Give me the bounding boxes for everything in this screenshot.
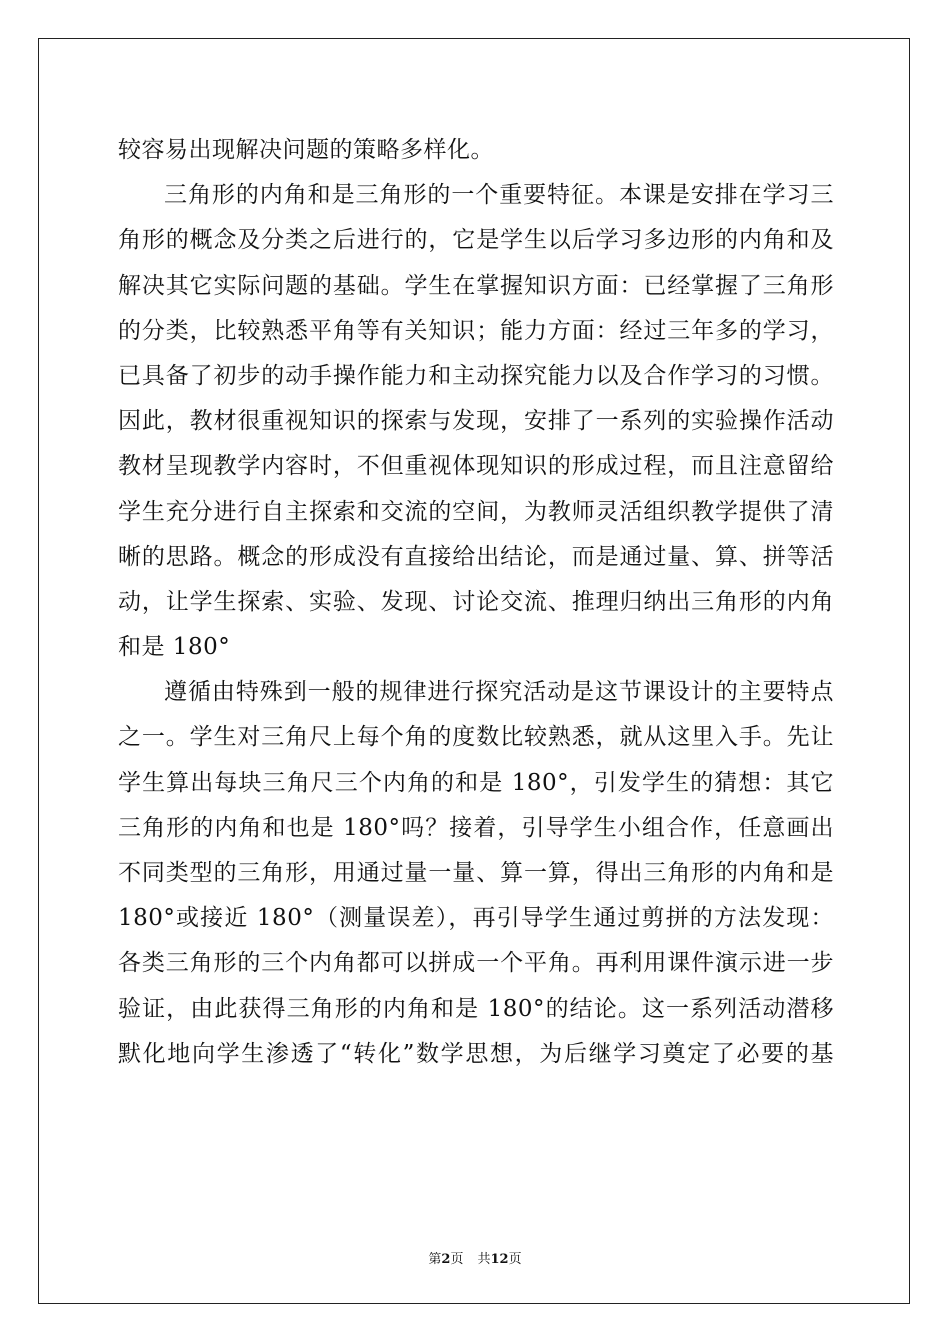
text-line: 学生充分进行自主探索和交流的空间，为教师灵活组织教学提供了清 bbox=[118, 498, 834, 525]
text-line: 晰的思路。概念的形成没有直接给出结论，而是通过量、算、拼等活 bbox=[118, 543, 834, 570]
page-prefix: 第 bbox=[428, 1252, 442, 1267]
text-line: 较容易出现解决问题的策略多样化。 bbox=[118, 137, 494, 163]
text-line: 不同类型的三角形，用通过量一量、算一算，得出三角形的内角和是 bbox=[118, 860, 834, 886]
text-line: 三角形的内角和是三角形的一个重要特征。本课是安排在学习三 bbox=[164, 182, 834, 209]
total-suffix: 页 bbox=[508, 1252, 522, 1267]
page-number: 2 bbox=[441, 1252, 451, 1267]
page-suffix: 页 bbox=[450, 1252, 464, 1267]
document-body bbox=[118, 128, 834, 1077]
text-line: 和是 180° bbox=[118, 634, 231, 661]
total-prefix: 共 bbox=[477, 1252, 491, 1267]
text-line: 学生算出每块三角尺三个内角的和是 180°，引发学生的猜想：其它 bbox=[118, 769, 834, 796]
text-line: 已具备了初步的动手操作能力和主动探究能力以及合作学习的习惯。 bbox=[118, 362, 834, 389]
text-line: 因此，教材很重视知识的探索与发现，安排了一系列的实验操作活动 bbox=[118, 408, 834, 435]
text-line: 角形的概念及分类之后进行的，它是学生以后学习多边形的内角和及 bbox=[118, 227, 834, 254]
page-footer bbox=[0, 1248, 950, 1267]
text-line: 遵循由特殊到一般的规律进行探究活动是这节课设计的主要特点 bbox=[164, 679, 834, 706]
text-line: 动，让学生探索、实验、发现、讨论交流、推理归纳出三角形的内角 bbox=[118, 588, 834, 615]
text-line: 解决其它实际问题的基础。学生在掌握知识方面：已经掌握了三角形 bbox=[118, 272, 834, 299]
text-line: 各类三角形的三个内角都可以拼成一个平角。再利用课件演示进一步 bbox=[118, 950, 834, 977]
text-line: 180°或接近 180°（测量误差），再引导学生通过剪拼的方法发现： bbox=[118, 905, 834, 932]
text-line: 三角形的内角和也是 180°吗？接着，引导学生小组合作，任意画出 bbox=[118, 814, 834, 841]
text-line: 的分类，比较熟悉平角等有关知识；能力方面：经过三年多的学习， bbox=[118, 317, 834, 344]
text-line: 之一。学生对三角尺上每个角的度数比较熟悉，就从这里入手。先让 bbox=[118, 724, 834, 751]
text-line: 验证，由此获得三角形的内角和是 180°的结论。这一系列活动潜移 bbox=[118, 995, 834, 1022]
text-line: 教材呈现教学内容时，不但重视体现知识的形成过程，而且注意留给 bbox=[118, 453, 834, 480]
text-line: 默化地向学生渗透了“转化”数学思想，为后继学习奠定了必要的基 bbox=[118, 1040, 834, 1067]
total-pages: 12 bbox=[490, 1252, 509, 1267]
